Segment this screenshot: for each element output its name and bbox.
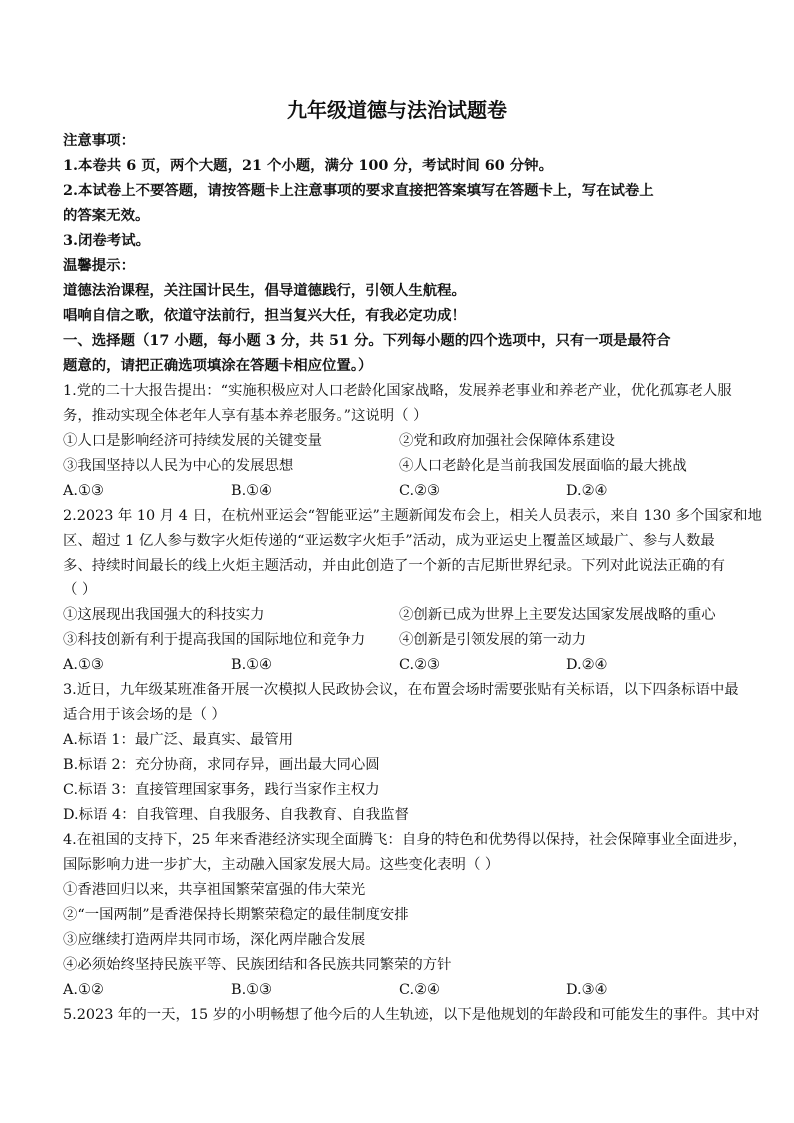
q1-statement-3: ③我国坚持以人民为中心的发展思想 (63, 458, 294, 474)
section-1-instructions-line-1: 一、选择题（17 小题，每小题 3 分，共 51 分。下列每小题的四个选项中，只有一项是最符合 (63, 332, 671, 349)
tip-2: 唱响自信之歌，依道守法前行，担当复兴大任，有我必定功成！ (63, 307, 466, 324)
q1-option-a: A.①③ (63, 483, 104, 499)
q1-option-b: B.①④ (231, 483, 272, 499)
q1-option-c: C.②③ (399, 483, 440, 499)
q2-stem-line-1: 2.2023 年 10 月 4 日，在杭州亚运会“智能亚运”主题新闻发布会上，相关人员表示，来自 130 多个国家和地 (63, 508, 762, 524)
q4-statement-2: ②“一国两制”是香港保持长期繁荣稳定的最佳制度安排 (63, 907, 409, 923)
q2-statement-1: ①这展现出我国强大的科技实力 (63, 607, 265, 623)
q4-statement-1: ①香港回归以来，共享祖国繁荣富强的伟大荣光 (63, 882, 366, 898)
tip-1: 道德法治课程，关注国计民生，倡导道德践行，引领人生航程。 (63, 282, 466, 299)
q3-option-c: C.标语 3：直接管理国家事务，践行当家作主权力 (63, 782, 380, 798)
note-2-line-2: 的答案无效。 (63, 207, 150, 224)
q3-option-a: A.标语 1：最广泛、最真实、最管用 (63, 732, 294, 748)
q1-option-d: D.②④ (566, 483, 608, 499)
q3-stem-line-2: 适合用于该会场的是（ ） (63, 707, 226, 723)
q1-statement-4: ④人口老龄化是当前我国发展面临的最大挑战 (399, 458, 687, 474)
q2-stem-line-2: 区、超过 1 亿人参与数字火炬传递的“亚运数字火炬手”活动，成为亚运史上覆盖区域最广、参与人数最 (63, 533, 715, 549)
q2-stem-line-4: （ ） (63, 582, 97, 598)
page-title: 九年级道德与法治试题卷 (287, 98, 507, 122)
q2-option-b: B.①④ (231, 657, 272, 673)
q2-option-c: C.②③ (399, 657, 440, 673)
tips-heading: 温馨提示： (63, 257, 135, 274)
q4-stem-line-2: 国际影响力进一步扩大，主动融入国家发展大局。这些变化表明（ ） (63, 857, 500, 873)
q2-option-d: D.②④ (566, 657, 608, 673)
q4-option-d: D.③④ (566, 982, 608, 998)
notes-heading: 注意事项： (63, 132, 135, 149)
q2-statement-4: ④创新是引领发展的第一动力 (399, 632, 587, 648)
q2-option-a: A.①③ (63, 657, 104, 673)
q1-statement-2: ②党和政府加强社会保障体系建设 (399, 433, 615, 449)
section-1-instructions-line-2: 题意的，请把正确选项填涂在答题卡相应位置。） (63, 357, 373, 374)
q4-stem-line-1: 4.在祖国的支持下，25 年来香港经济实现全面腾飞：自身的特色和优势得以保持，社会保障事业全面进步， (63, 832, 748, 848)
note-2-line-1: 2.本试卷上不要答题，请按答题卡上注意事项的要求直接把答案填写在答题卡上，写在试卷上 (63, 182, 654, 199)
q3-stem-line-1: 3.近日，九年级某班准备开展一次模拟人民政协会议，在布置会场时需要张贴有关标语，以下四条标语中最 (63, 682, 739, 698)
note-1: 1.本卷共 6 页，两个大题，21 个小题，满分 100 分，考试时间 60 分钟。 (63, 157, 553, 174)
q4-option-a: A.①② (63, 982, 104, 998)
q4-statement-3: ③应继续打造两岸共同市场，深化两岸融合发展 (63, 932, 366, 948)
q1-stem-line-1: 1.党的二十大报告提出：“实施积极应对人口老龄化国家战略，发展养老事业和养老产业，优化孤寡老人服 (63, 383, 732, 399)
q5-stem-line-1: 5.2023 年的一天，15 岁的小明畅想了他今后的人生轨迹，以下是他规划的年龄段和可能发生的事件。其中对 (63, 1007, 760, 1023)
q3-option-d: D.标语 4：自我管理、自我服务、自我教育、自我监督 (63, 807, 409, 823)
q2-statement-3: ③科技创新有利于提高我国的国际地位和竞争力 (63, 632, 366, 648)
q1-stem-line-2: 务，推动实现全体老年人享有基本养老服务。”这说明（ ） (63, 408, 428, 424)
q2-statement-2: ②创新已成为世界上主要发达国家发展战略的重心 (399, 607, 716, 623)
q4-statement-4: ④必须始终坚持民族平等、民族团结和各民族共同繁荣的方针 (63, 957, 452, 973)
q4-option-c: C.②④ (399, 982, 440, 998)
q3-option-b: B.标语 2：充分协商，求同存异，画出最大同心圆 (63, 757, 380, 773)
q2-stem-line-3: 多、持续时间最长的线上火炬主题活动，并由此创造了一个新的吉尼斯世界纪录。下列对此说法正确的有 (63, 558, 725, 574)
q1-statement-1: ①人口是影响经济可持续发展的关键变量 (63, 433, 323, 449)
q4-option-b: B.①③ (231, 982, 272, 998)
note-3: 3.闭卷考试。 (63, 232, 150, 249)
